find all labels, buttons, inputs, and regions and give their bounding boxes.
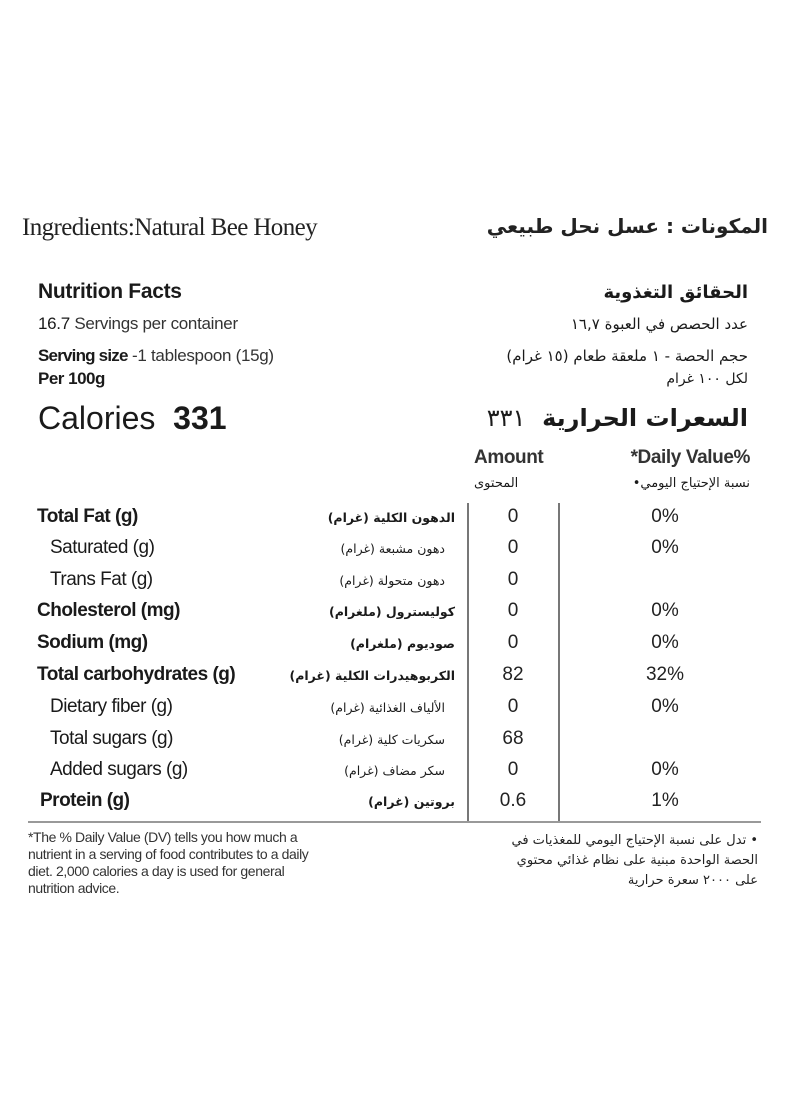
nutrient-label-ar: سكريات كلية (غرام) xyxy=(338,732,445,747)
servings-per-container xyxy=(38,314,238,334)
nutrient-amount: 0 xyxy=(507,759,519,780)
nutrient-amount: 0 xyxy=(507,537,519,558)
servings-label: Servings per container xyxy=(69,314,238,333)
nutrient-label-ar: بروتين (غرام) xyxy=(368,794,455,809)
amount-header-ar: المحتوى xyxy=(474,476,519,491)
nutrient-daily-value: 0% xyxy=(651,506,679,527)
nutrient-label-ar: الكربوهيدرات الكلية (غرام) xyxy=(289,668,455,683)
per-100g: Per 100g xyxy=(38,369,105,388)
nutrient-label-ar: الألياف الغذائية (غرام) xyxy=(330,700,445,715)
calories-label-ar: السعرات الحرارية xyxy=(542,404,748,432)
nutrient-daily-value: 0% xyxy=(651,537,679,558)
nutrient-label: Cholesterol (mg) xyxy=(37,600,180,621)
table-bottom-rule xyxy=(28,821,761,823)
nutrient-label: Protein (g) xyxy=(40,790,130,811)
nutrient-label: Sodium (mg) xyxy=(37,632,148,653)
per-100g-ar: لكل ١٠٠ غرام xyxy=(666,371,748,387)
nutrient-amount: 0 xyxy=(507,696,519,717)
nutrient-amount: 82 xyxy=(502,664,524,685)
servings-value: 16.7 xyxy=(38,314,70,333)
nutrient-daily-value: 0% xyxy=(651,600,679,621)
calories-value: 331 xyxy=(173,400,227,436)
footnote-ar-line: على ٢٠٠٠ سعرة حرارية xyxy=(627,873,758,888)
nutrient-daily-value: 0% xyxy=(651,696,679,717)
nutrient-label-ar: صوديوم (ملغرام) xyxy=(350,636,455,651)
nutrient-amount: 0 xyxy=(507,600,519,621)
nutrient-label: Total carbohydrates (g) xyxy=(37,664,236,685)
calories-row xyxy=(38,400,227,437)
nutrient-label: Added sugars (g) xyxy=(50,759,188,780)
amount-header: Amount xyxy=(474,447,544,468)
nutrient-daily-value: 32% xyxy=(645,664,685,685)
footnote-en-line: nutrition advice. xyxy=(28,880,120,896)
daily-value-header: *Daily Value% xyxy=(630,447,750,468)
nutrition-facts-title: Nutrition Facts xyxy=(38,280,182,303)
nutrient-label-ar: دهون متحولة (غرام) xyxy=(339,573,445,588)
serving-size xyxy=(38,346,274,366)
daily-value-header-ar: نسبة الإحتياج اليومي• xyxy=(632,476,750,491)
calories-label: Calories xyxy=(38,400,156,436)
servings-per-container-ar: عدد الحصص في العبوة ١٦,٧ xyxy=(570,315,748,333)
nutrient-daily-value: 0% xyxy=(651,759,679,780)
nutrient-amount: 0 xyxy=(507,632,519,653)
nutrient-label-ar: كوليسترول (ملغرام) xyxy=(328,604,455,619)
nutrient-label: Total sugars (g) xyxy=(50,728,173,749)
nutrient-label: Trans Fat (g) xyxy=(50,569,153,590)
footnote-en-line: nutrient in a serving of food contributes to a daily xyxy=(28,846,309,862)
footnote-en-line: diet. 2,000 calories a day is used for general xyxy=(28,863,285,879)
footnote-ar xyxy=(512,831,759,891)
nutrient-amount: 0.6 xyxy=(499,790,527,811)
nutrient-daily-value: 1% xyxy=(651,790,679,811)
nutrient-label: Dietary fiber (g) xyxy=(50,696,173,717)
calories-value-ar: ٣٣١ xyxy=(486,404,526,432)
ingredients-ar: المكونات : عسل نحل طبيعي xyxy=(486,214,768,238)
nutrient-label-ar: الدهون الكلية (غرام) xyxy=(327,510,455,525)
nutrient-label-ar: دهون مشبعة (غرام) xyxy=(340,541,445,556)
nutrient-label: Total Fat (g) xyxy=(37,506,138,527)
calories-row-ar xyxy=(487,404,748,432)
serving-size-label: Serving size xyxy=(38,346,128,365)
nutrient-daily-value: 0% xyxy=(651,632,679,653)
ingredients-en: Ingredients:Natural Bee Honey xyxy=(22,214,317,241)
footnote-en xyxy=(28,829,308,897)
footnote-ar-line: الحصة الواحدة مبنية على نظام غذائي محتوي xyxy=(516,853,758,868)
nutrient-amount: 0 xyxy=(507,506,519,527)
footnote-ar-line: • تدل على نسبة الإحتياج اليومي للمغذيات في xyxy=(511,833,758,848)
nutrient-amount: 68 xyxy=(502,728,524,749)
footnote-en-line: *The % Daily Value (DV) tells you how much a xyxy=(28,829,298,845)
nutrient-amount: 0 xyxy=(507,569,519,590)
nutrient-label-ar: سكر مضاف (غرام) xyxy=(344,763,445,778)
serving-size-value: -1 tablespoon (15g) xyxy=(127,346,274,365)
nutrient-label: Saturated (g) xyxy=(50,537,155,558)
serving-size-ar: حجم الحصة - ١ ملعقة طعام (١٥ غرام) xyxy=(506,347,748,365)
nutrition-facts-title-ar: الحقائق التغذوية xyxy=(603,282,748,303)
